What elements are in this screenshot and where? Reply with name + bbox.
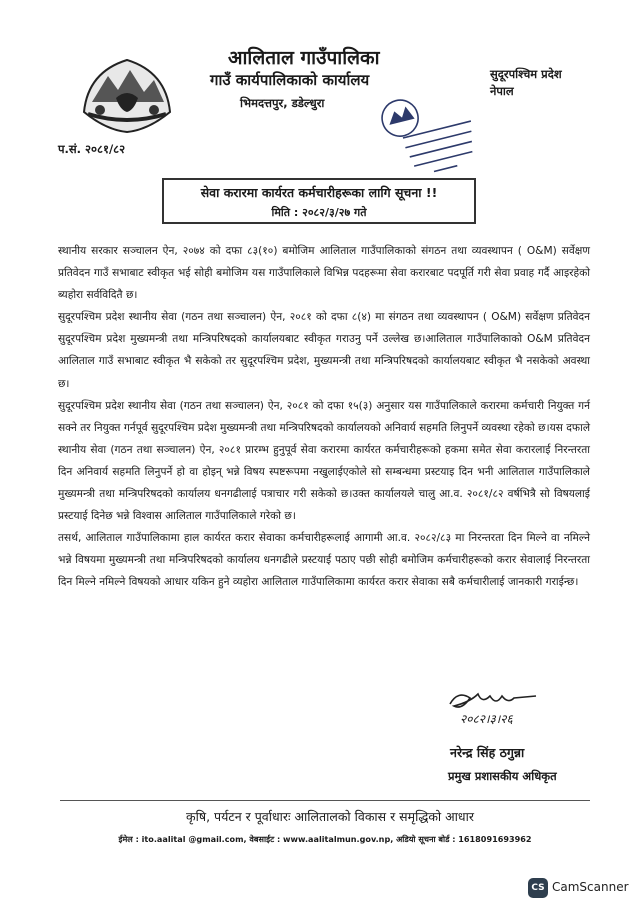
paragraph: सुदूरपश्चिम प्रदेश स्थानीय सेवा (गठन तथा सञ्चालन) ऐन, २०८१ को दफा १५(३) अनुसार यस गाउँपालिकाले करारमा कर्मचारी नियुक्त गर्न सक्ने तर नियुक्त गर्नपूर्व सुदूरपश्चिम प्रदेश मुख्यमन्त्री तथा मन्त्रिपरिषदको कार्यालयको अनिवार्य सहमति लिनुपर्ने व्यवस्था रहेको छ।यस दफाले स्थानीय सेवा (गठन तथा सञ्चालन) ऐन, २०८१ प्रारम्भ हुनुपूर्व सेवा करारमा कार्यरत कर्मचारीहरूको हकमा समेत सेवा करारलाई निरन्तरता दिन अनिवार्य सहमति लिनुपर्ने हो वा होइन् भन्ने विषय स्पष्टरूपमा नखुलाईएकोले सो सम्बन्धमा प्रस्टयाइ दिन भनी आलिताल गाउँपालिकाले मुख्यमन्त्री तथा मन्त्रिपरिषदको कार्यालय धनगढीलाई पत्राचार गरी सकेको छ।उक्त कार्यालयले चालु आ.व. २०८१/८२ वर्षभित्रै सो विषयलाई प्रस्टयाई दिनेछ भन्ने विश्वास आलिताल गाउँपालिकाले गरेको छ। — [58, 399, 590, 523]
official-stamp-icon — [372, 82, 482, 180]
office-address: भिमदत्तपुर, डडेल्धुरा — [240, 96, 325, 110]
paragraph: तसर्थ, आलिताल गाउँपालिकामा हाल कार्यरत करार सेवाका कर्मचारीहरूलाई आगामी आ.व. २०८२/८३ मा निरन्तरता दिन मिल्ने वा नमिल्ने भन्ने विषयमा मुख्यमन्त्री तथा मन्त्रिपरिषदको कार्यालय धनगढीले प्रस्टयाई पठाए पछी सोही बमोजिम कर्मचारीहरूको करार सेवालाई निरन्तरता दिन मिल्ने नमिल्ने विषयको आधार यकिन हुने व्यहोरा आलिताल गाउँपालिकामा कार्यरत करार सेवाका सबै कर्मचारीलाई जानकारी गराईन्छ। — [58, 532, 590, 589]
reference-number: प.सं. २०८१/८२ — [58, 142, 126, 156]
signer-name: नरेन्द्र सिंह ठगुन्ना — [450, 745, 525, 760]
paragraph: स्थानीय सरकार सञ्चालन ऐन, २०७४ को दफा ८३(१०) बमोजिम आलिताल गाउँपालिकाको संगठन तथा व्यवस्थापन ( O&M) सर्वेक्षण प्रतिवेदन गाउँ सभाबाट स्वीकृत भई सोही बमोजिम यस गाउँपालिकाले विभिन्न पदहरूमा सेवा करारबाट पदपूर्ति गरी सेवा प्रवाह गर्दै आइरहेको ब्यहोरा सर्वविदितै छ। — [58, 245, 590, 302]
country-name: नेपाल — [490, 84, 514, 98]
paragraph: सुदूरपश्चिम प्रदेश स्थानीय सेवा (गठन तथा सञ्चालन) ऐन, २०८१ को दफा ८(४) मा संगठन तथा व्यवस्थापन ( O&M) सर्वेक्षण प्रतिवेदन सुदूरपश्चिम प्रदेश मुख्यमन्त्री तथा मन्त्रिपरिषदको कार्यालयबाट स्वीकृत गराउनु पर्ने उल्लेख छ।आलिताल गाउँपालिकाको O&M प्रतिवेदन आलिताल गाउँ सभाबाट स्वीकृत भै सकेको तर सुदूरपश्चिम प्रदेश, मुख्यमन्त्री तथा मन्त्रिपरिषदको कार्यालयबाट स्वीकृत भै नसकेको अवस्था छ। — [58, 311, 590, 390]
organization-name: आलिताल गाउँपालिका — [228, 47, 380, 69]
footer-motto: कृषि, पर्यटन र पूर्वाधारः आलितालको विकास र समृद्धिको आधार — [186, 809, 474, 824]
signer-title: प्रमुख प्रशासकीय अधिकृत — [448, 769, 557, 783]
notice-body — [58, 240, 590, 594]
camscanner-watermark: CamScanner — [552, 880, 629, 894]
camscanner-logo-icon: CS — [528, 878, 548, 898]
nepal-emblem-icon — [78, 52, 176, 136]
footer-divider — [60, 800, 590, 801]
handwritten-date: २०८२।३।२६ — [460, 712, 513, 726]
notice-subject: सेवा करारमा कार्यरत कर्मचारीहरूका लागि सूचना !! — [200, 185, 438, 200]
footer-contact: ईमेल : ito.aalital @gmail.com, वेबसाईट : www.aalitalmun.gov.np, अडियो सूचना बोर्ड : 1618091693962 — [118, 834, 532, 844]
province-block — [490, 66, 610, 100]
office-name: गाउँ कार्यपालिकाको कार्यालय — [210, 71, 370, 89]
notice-date: मिति : २०८२/३/२७ गते — [271, 206, 367, 219]
province-name: सुदूरपश्चिम प्रदेश — [490, 67, 562, 81]
subject-box — [162, 178, 476, 224]
